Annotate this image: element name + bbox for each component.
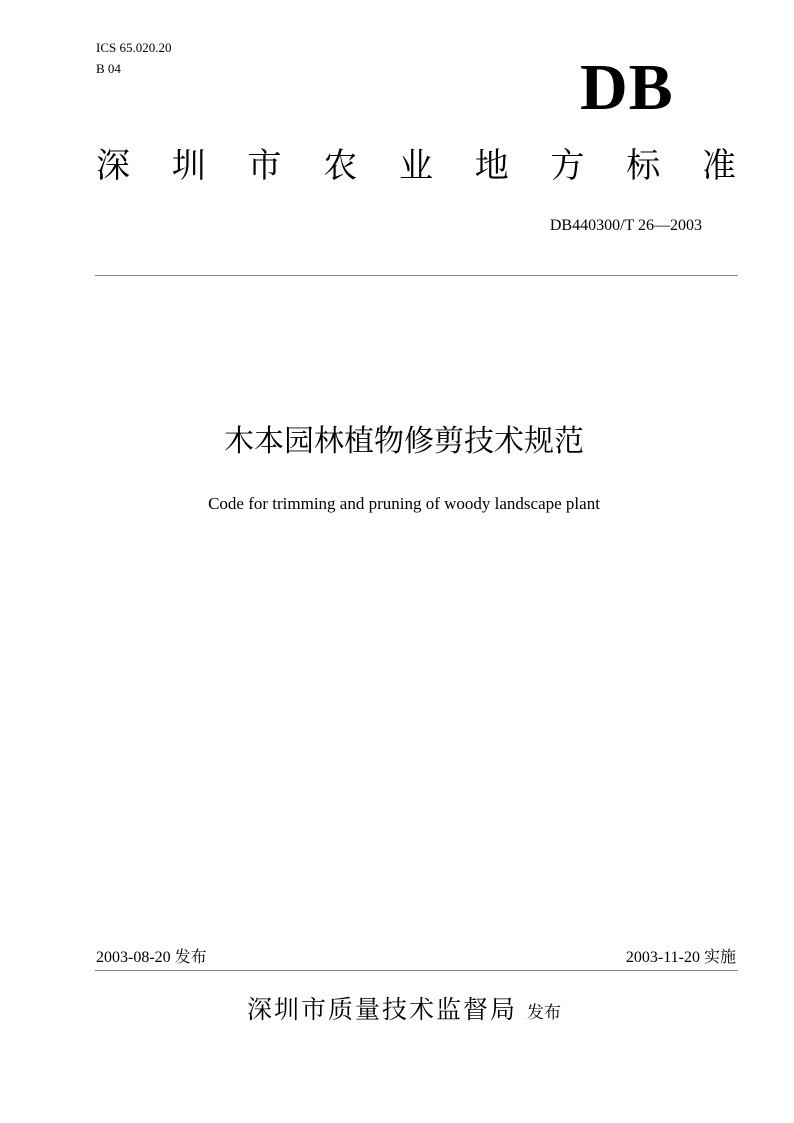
bottom-divider [95, 970, 738, 971]
issuer-suffix: 发布 [527, 1003, 561, 1023]
title-char: 地 [474, 146, 509, 186]
standard-number: DB440300/T 26—2003 [549, 217, 702, 234]
title-char: 市 [247, 146, 282, 186]
ics-code: ICS 65.020.20 [96, 40, 172, 55]
issuer-name: 深圳市质量技术监督局 [246, 995, 517, 1024]
top-divider [95, 275, 738, 276]
title-char: 圳 [171, 146, 206, 186]
title-char: 准 [702, 146, 736, 186]
title-char: 深 [96, 146, 130, 186]
title-char: 业 [399, 146, 433, 186]
issuer-line [96, 990, 712, 1033]
ccs-code: B 04 [96, 61, 121, 76]
title-char: 标 [626, 146, 661, 186]
title-char: 农 [323, 146, 358, 186]
document-title-cn: 木本园林植物修剪技术规范 [224, 424, 584, 459]
title-char: 方 [550, 146, 585, 186]
issue-date: 2003-08-20 发布 [96, 949, 207, 966]
effective-date: 2003-11-20 实施 [625, 949, 736, 966]
standard-category-title [96, 144, 736, 188]
document-title-en: Code for trimming and pruning of woody landscape plant [208, 494, 600, 513]
db-logo: DB [580, 51, 674, 124]
